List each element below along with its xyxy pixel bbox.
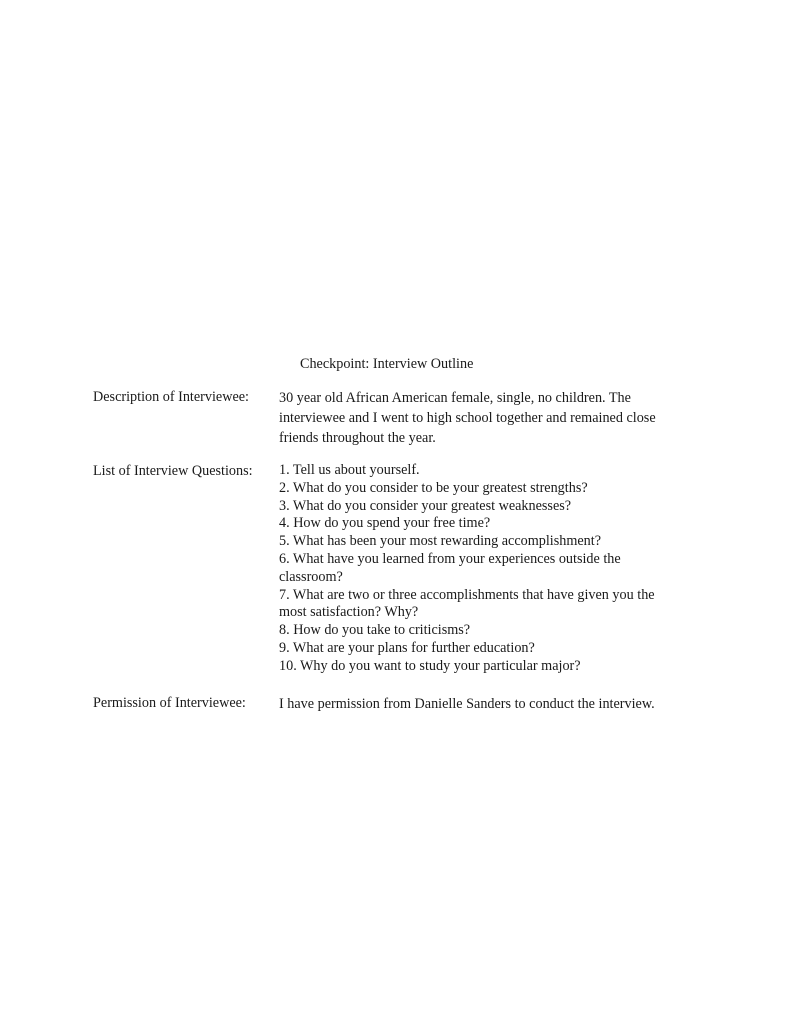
question-line: 7. What are two or three accomplishments that have given you the: [279, 586, 655, 603]
question-line: 6. What have you learned from your experiences outside the: [279, 550, 621, 567]
description-text: [279, 388, 709, 448]
description-line: interviewee and I went to high school together and remained close: [279, 410, 656, 426]
permission-label: Permission of Interviewee:: [93, 695, 246, 711]
questions-label: List of Interview Questions:: [93, 463, 253, 479]
question-line: 9. What are your plans for further education?: [279, 639, 535, 656]
question-line: 1. Tell us about yourself.: [279, 462, 420, 478]
permission-text: [279, 694, 709, 714]
question-line: classroom?: [279, 568, 343, 585]
page-title: Checkpoint: Interview Outline: [300, 356, 474, 372]
question-line: 3. What do you consider your greatest weaknesses?: [279, 497, 572, 514]
permission-line: I have permission from Danielle Sanders to conduct the interview.: [279, 696, 655, 712]
question-line: 5. What has been your most rewarding accomplishment?: [279, 533, 602, 550]
description-label: Description of Interviewee:: [93, 389, 250, 405]
question-line: 10. Why do you want to study your particular major?: [279, 657, 581, 674]
question-line: 4. How do you spend your free time?: [279, 515, 491, 532]
question-line: 8. How do you take to criticisms?: [279, 622, 471, 639]
question-line: most satisfaction? Why?: [279, 604, 419, 621]
description-line: 30 year old African American female, single, no children. The: [279, 390, 631, 406]
description-line: friends throughout the year.: [279, 430, 436, 446]
question-line: 2. What do you consider to be your greatest strengths?: [279, 479, 588, 496]
questions-list: [279, 462, 709, 676]
